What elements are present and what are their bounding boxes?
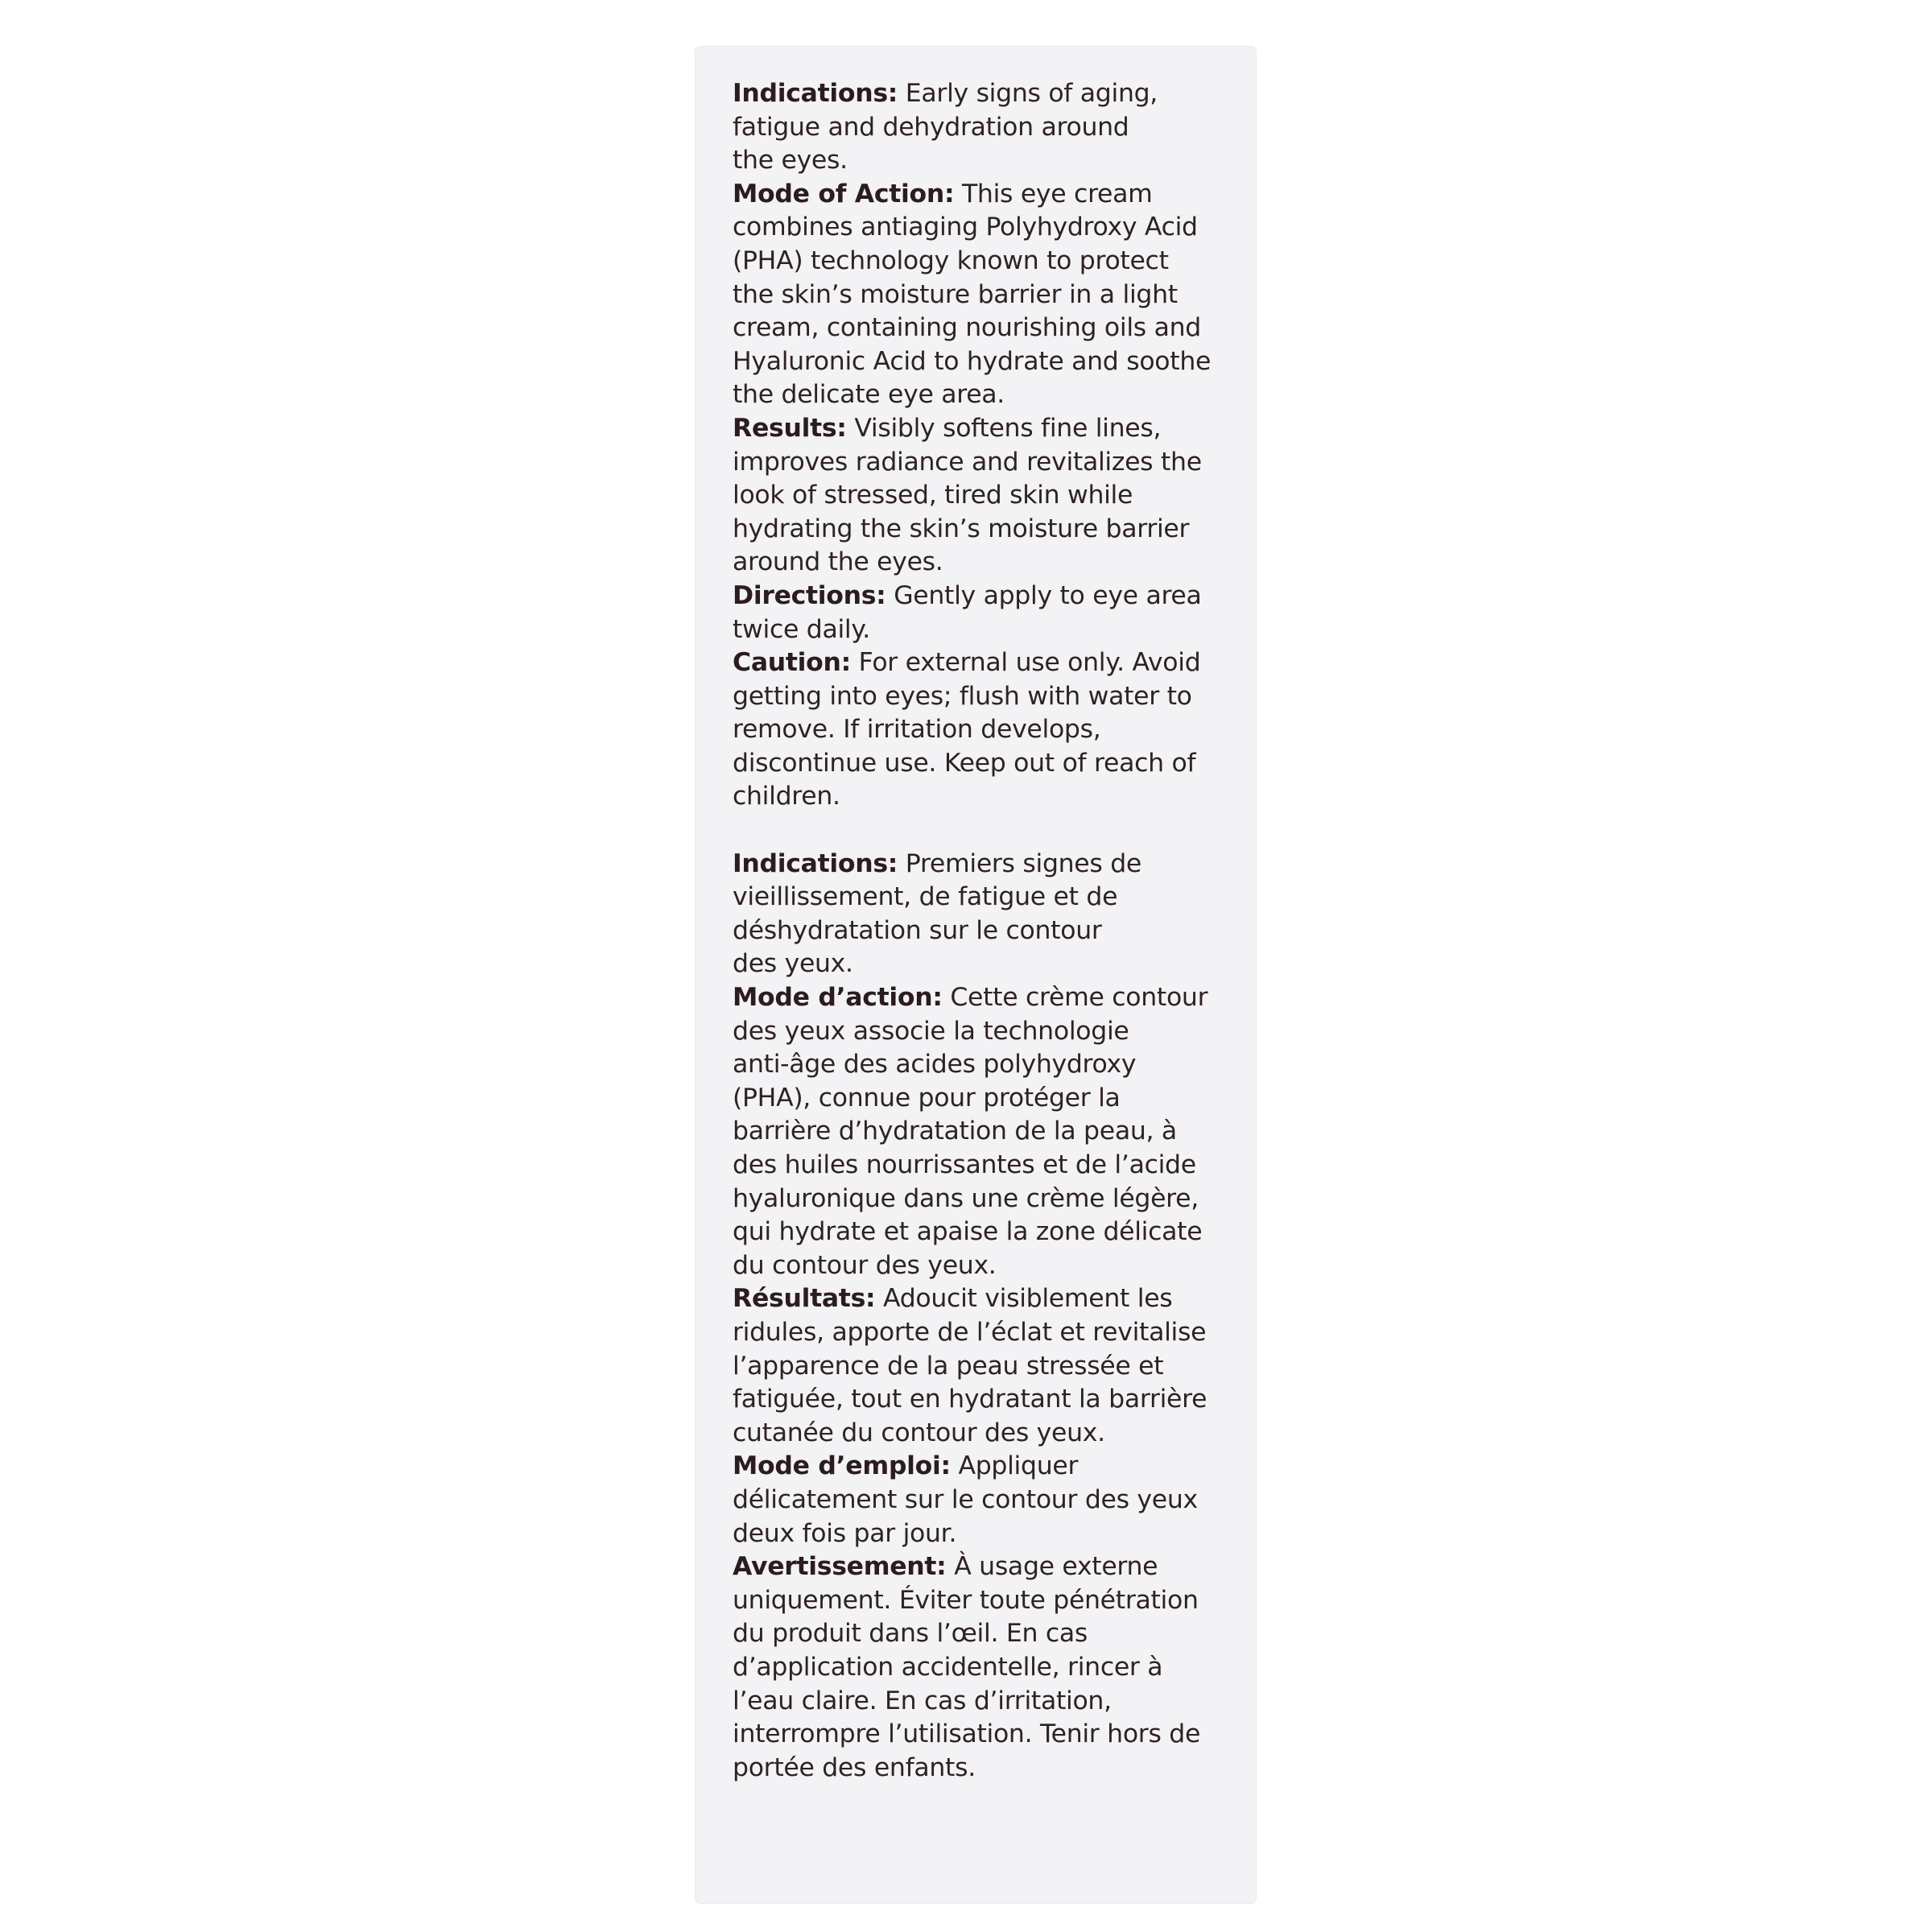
fr-mode-d-emploi-text: Appliquer délicatement sur le contour des yeux deux fois par jour. [733,1451,1198,1548]
language-separator [733,814,1232,848]
en-mode-of-action-text: This eye cream combines antiaging Polyhydroxy Acid (PHA) technology known to protect the skin’s moisture barrier in a light cream, containing nourishing oils and Hyaluronic Acid to hydrate and soothe the delicate eye area. [733,179,1212,410]
en-mode-of-action [733,178,1232,412]
fr-indications-text: Premiers signes de vieillissement, de fatigue et de déshydratation sur le contour des yeux. [733,848,1141,979]
en-indications-label: Indications: [733,79,898,108]
fr-resultats [733,1282,1232,1450]
en-mode-of-action-label: Mode of Action: [733,179,955,208]
fr-mode-d-emploi-label: Mode d’emploi: [733,1451,951,1481]
fr-indications-label: Indications: [733,848,898,878]
fr-indications [733,848,1232,981]
en-results-text: Visibly softens fine lines, improves radiance and revitalizes the look of stressed, tired skin while hydrating the skin’s moisture barrier around the eyes. [733,413,1202,577]
en-directions-text: Gently apply to eye area twice daily. [733,580,1202,644]
fr-resultats-text: Adoucit visiblement les ridules, apporte de l’éclat et revitalise l’apparence de la peau stressée et fatiguée, tout en hydratant la barrière cutanée du contour des yeux. [733,1284,1208,1447]
fr-resultats-label: Résultats: [733,1284,876,1314]
fr-avertissement-label: Avertissement: [733,1552,947,1582]
label-text-content [733,77,1232,1785]
en-indications [733,77,1232,178]
fr-mode-d-action-label: Mode d’action: [733,983,943,1013]
fr-mode-d-action [733,981,1232,1282]
en-caution-label: Caution: [733,648,851,678]
product-label-panel [696,47,1256,1903]
en-caution [733,646,1232,814]
fr-avertissement [733,1550,1232,1785]
en-caution-text: For external use only. Avoid getting into eyes; flush with water to remove. If irritation develops, discontinue use. Keep out of reach of children. [733,648,1201,811]
en-indications-text: Early signs of aging, fatigue and dehydration around the eyes. [733,79,1158,175]
fr-avertissement-text: À usage externe uniquement. Éviter toute pénétration du produit dans l’œil. En cas d’application accidentelle, rincer à l’eau claire. En cas d’irritation, interrompre l’utilisation. Tenir hors de portée des enfants. [733,1552,1201,1782]
fr-mode-d-emploi [733,1450,1232,1550]
fr-mode-d-action-text: Cette crème contour des yeux associe la technologie anti-âge des acides polyhydroxy (PHA), connue pour protéger la barrière d’hydratation de la peau, à des huiles nourrissantes et de l’acide hyaluronique dans une crème légère, qui hydrate et apaise la zone délicate du contour des yeux. [733,983,1208,1280]
en-directions [733,580,1232,646]
en-results [733,412,1232,580]
en-directions-label: Directions: [733,580,886,610]
en-results-label: Results: [733,413,847,443]
